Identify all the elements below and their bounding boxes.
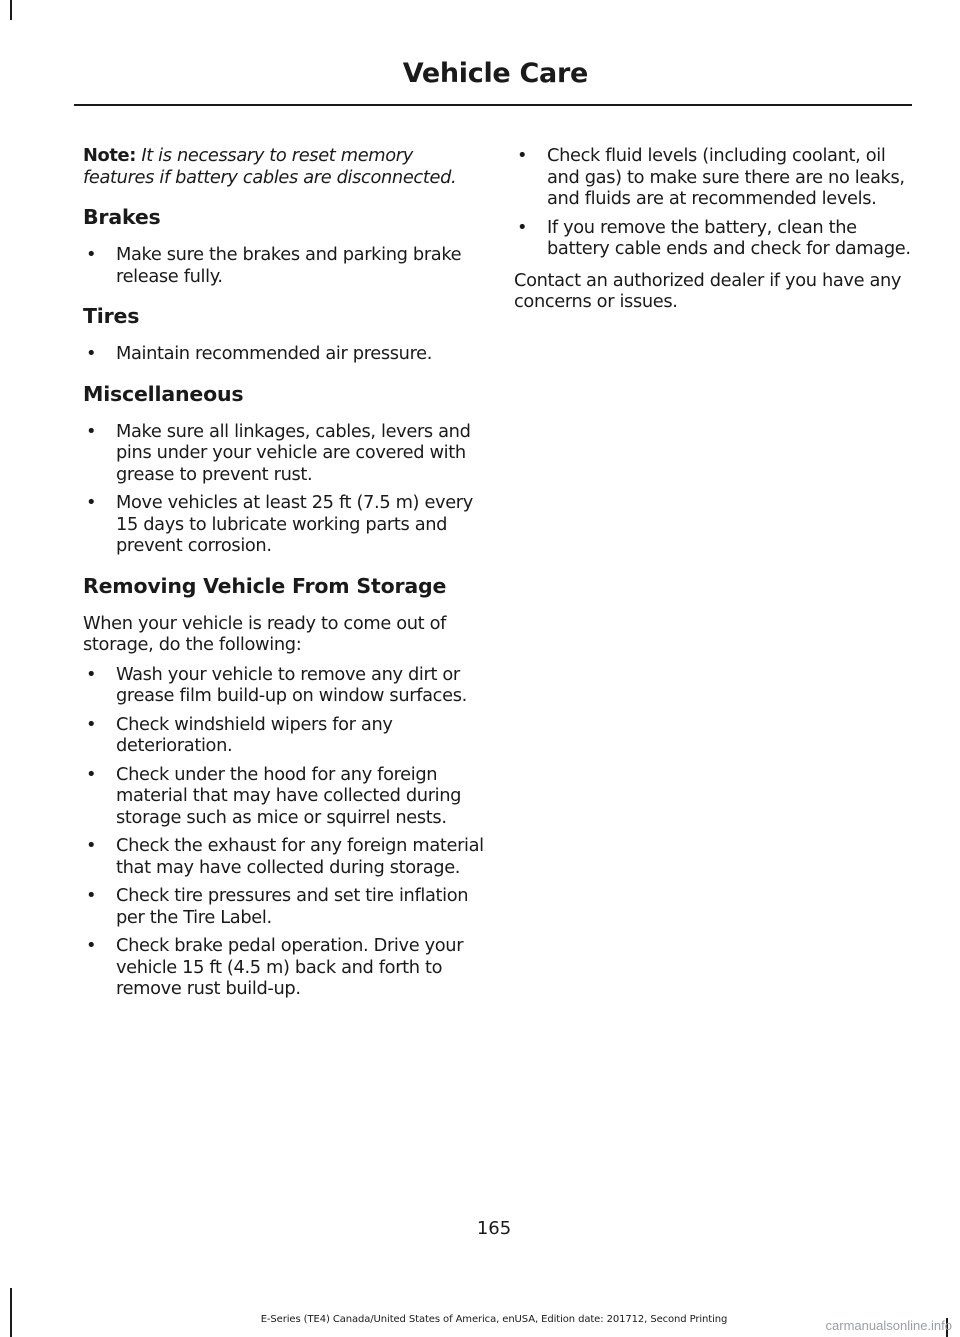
removing-intro: When your vehicle is ready to come out of storage, do the following: (83, 612, 447, 655)
bullet: • (517, 216, 528, 238)
list-item: • Make sure the brakes and parking brake release fully. (86, 244, 462, 287)
watermark: carmanualsonline.info (825, 1318, 952, 1333)
list-item: • Check under the hood for any foreign material that may have collected during storage such as mice or squirrel nests. (86, 763, 462, 828)
list-item: • Move vehicles at least 25 ft (7.5 m) every 15 days to lubricate working parts and prevent corrosion. (86, 492, 473, 556)
footer-edition-info: E-Series (TE4) Canada/United States of America, enUSA, Edition date: 201712, Second Printing (260, 1314, 728, 1325)
list-item: • Check fluid levels (including coolant, oil and gas) to make sure there are no leaks, and fluids are at recommended levels. (517, 145, 905, 209)
list-item: • Wash your vehicle to remove any dirt or grease film build-up on window surfaces. (86, 663, 467, 706)
bullet: • (86, 935, 97, 956)
bullet: • (86, 885, 97, 906)
bullet: • (86, 244, 97, 265)
bullet: • (517, 145, 528, 166)
note-text: It is necessary to reset memory features if battery cables are disconnected. (83, 145, 457, 188)
crop-mark-top-left (10, 0, 12, 20)
bullet: • (86, 492, 97, 513)
bullet: • (86, 663, 97, 685)
list-item: • Check tire pressures and set tire inflation per the Tire Label. (86, 885, 469, 928)
tires-list (83, 343, 487, 365)
bullet: • (86, 343, 97, 364)
list-item: • If you remove the battery, clean the battery cable ends and check for damage. (517, 216, 911, 259)
brakes-list (83, 244, 487, 287)
closing-paragraph: Contact an authorized dealer if you have any concerns or issues. (514, 269, 902, 312)
note-label: Note: (83, 145, 137, 166)
bullet: • (86, 420, 97, 442)
removing-list-continued (514, 145, 918, 260)
bullet: • (86, 835, 97, 856)
note (83, 145, 487, 188)
heading-miscellaneous: Miscellaneous (83, 381, 244, 406)
page-number: 165 (476, 1218, 512, 1239)
header-divider (74, 104, 912, 106)
bullet: • (86, 763, 97, 785)
list-item: • Check windshield wipers for any deterioration. (86, 713, 393, 756)
crop-mark-bottom-left (10, 1288, 12, 1337)
list-item: • Make sure all linkages, cables, levers and pins under your vehicle are covered with grease to prevent rust. (86, 420, 471, 485)
page-title: Vehicle Care (402, 58, 588, 89)
bullet: • (86, 713, 97, 735)
misc-list (83, 421, 487, 557)
removing-list (83, 664, 487, 1000)
list-item: • Check the exhaust for any foreign material that may have collected during storage. (86, 835, 484, 878)
list-item: • Check brake pedal operation. Drive your vehicle 15 ft (4.5 m) back and forth to remove rust build-up. (86, 935, 464, 999)
heading-tires: Tires (83, 304, 140, 328)
right-column (514, 145, 918, 321)
list-item: • Maintain recommended air pressure. (86, 343, 433, 364)
left-column (83, 145, 487, 1016)
heading-removing-from-storage: Removing Vehicle From Storage (83, 573, 447, 598)
heading-brakes: Brakes (83, 205, 161, 229)
